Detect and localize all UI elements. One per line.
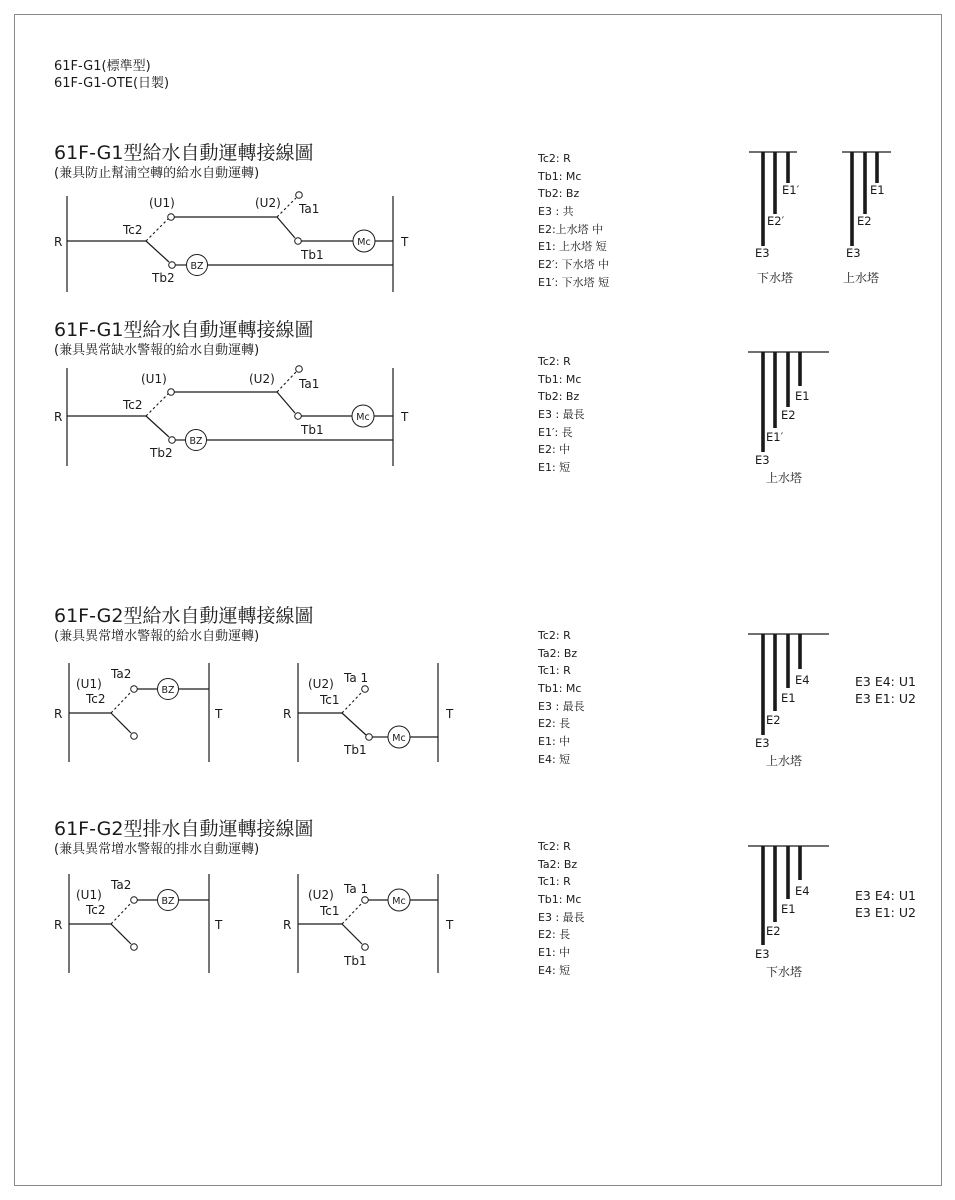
section-1-subtitle: (兼具防止幫浦空轉的給水自動運轉) bbox=[54, 166, 260, 181]
legend-item: Tc2: R bbox=[538, 355, 571, 368]
electrode-label: E2 bbox=[766, 713, 781, 727]
legend-item: Tc2: R bbox=[538, 152, 571, 165]
electrode-label: E1 bbox=[795, 389, 810, 403]
label-tb1: Tb1 bbox=[301, 423, 324, 437]
legend-item: Tb2: Bz bbox=[538, 187, 580, 201]
legend-item: E1: 中 bbox=[538, 946, 571, 960]
label-u2: (U2) bbox=[249, 372, 275, 386]
label-bz: BZ bbox=[161, 685, 175, 696]
electrode-label: E4 bbox=[795, 884, 810, 898]
label-ta1: Ta1 bbox=[299, 202, 320, 216]
label-r: R bbox=[283, 707, 292, 721]
label-r: R bbox=[54, 707, 63, 721]
section-3-title: 61F-G2型給水自動運轉接線圖 bbox=[54, 605, 314, 627]
label-t: T bbox=[446, 918, 454, 932]
model-japan: 61F-G1-OTE(日製) bbox=[54, 76, 170, 91]
section-2-subtitle: (兼具異常缺水警報的給水自動運轉) bbox=[54, 343, 260, 358]
label-u1: (U1) bbox=[76, 888, 102, 902]
electrode-label: E2 bbox=[766, 924, 781, 938]
label-bz: BZ bbox=[161, 896, 175, 907]
section-1-tank-lower bbox=[749, 152, 800, 285]
mapping-item: E3 E1: U2 bbox=[855, 691, 916, 706]
legend-item: E1: 中 bbox=[538, 735, 571, 749]
legend-item: Ta2: Bz bbox=[538, 857, 578, 871]
legend-item: E2: 中 bbox=[538, 443, 571, 457]
section-3-tank-upper bbox=[748, 634, 829, 768]
electrode-label: E1′ bbox=[766, 430, 784, 444]
legend-item: E1: 上水塔 短 bbox=[538, 240, 607, 254]
label-t: T bbox=[401, 410, 409, 424]
label-tb2: Tb2 bbox=[152, 271, 175, 285]
label-t: T bbox=[215, 707, 223, 721]
tank-name: 上水塔 bbox=[843, 271, 880, 285]
legend-item: E2: 長 bbox=[538, 717, 571, 731]
section-2-tank-upper bbox=[748, 352, 829, 485]
electrode-label: E2′ bbox=[767, 214, 785, 228]
label-r: R bbox=[54, 410, 63, 424]
legend-item: Tc1: R bbox=[538, 875, 571, 889]
electrode-label: E1′ bbox=[782, 183, 800, 197]
mapping-item: E3 E1: U2 bbox=[855, 905, 916, 920]
electrode-label: E1 bbox=[781, 902, 796, 916]
label-r: R bbox=[54, 918, 63, 932]
tank-name: 下水塔 bbox=[757, 271, 794, 285]
label-tc1: Tc1 bbox=[320, 904, 340, 918]
label-ta2: Ta2 bbox=[111, 667, 132, 681]
tank-name: 上水塔 bbox=[766, 471, 803, 485]
label-tb1: Tb1 bbox=[344, 954, 367, 968]
legend-item: Tc1: R bbox=[538, 664, 571, 678]
section-3-circuit-alarm bbox=[54, 663, 223, 762]
electrode-label: E3 bbox=[755, 736, 770, 750]
label-u2: (U2) bbox=[308, 677, 334, 691]
label-tc2: Tc2 bbox=[123, 398, 143, 412]
label-u1: (U1) bbox=[141, 372, 167, 386]
electrode-label: E1 bbox=[870, 183, 885, 197]
section-2-title: 61F-G1型給水自動運轉接線圖 bbox=[54, 319, 314, 341]
section-3-circuit-pump bbox=[283, 663, 454, 762]
label-tc1: Tc1 bbox=[320, 693, 340, 707]
electrode-label: E1 bbox=[781, 691, 796, 705]
label-u1: (U1) bbox=[76, 677, 102, 691]
legend-item: E3 : 最長 bbox=[538, 910, 585, 924]
section-4-tank-lower bbox=[748, 846, 829, 979]
label-tc2: Tc2 bbox=[123, 223, 143, 237]
model-standard: 61F-G1(標準型) bbox=[54, 59, 151, 74]
section-1-tank-upper bbox=[842, 152, 891, 285]
legend-item: E3 : 共 bbox=[538, 205, 574, 219]
legend-item: E3 : 最長 bbox=[538, 699, 585, 713]
label-tc2: Tc2 bbox=[86, 903, 106, 917]
section-4-circuit-pump bbox=[283, 874, 454, 973]
mapping-item: E3 E4: U1 bbox=[855, 674, 916, 689]
label-t: T bbox=[446, 707, 454, 721]
label-mc: Mc bbox=[392, 896, 406, 907]
label-t: T bbox=[401, 235, 409, 249]
label-tb2: Tb2 bbox=[150, 446, 173, 460]
legend-item: E2:上水塔 中 bbox=[538, 222, 604, 236]
electrode-label: E2 bbox=[857, 214, 872, 228]
legend-item: E2′: 下水塔 中 bbox=[538, 258, 610, 272]
label-t: T bbox=[215, 918, 223, 932]
electrode-label: E3 bbox=[755, 246, 770, 260]
section-1-circuit bbox=[54, 192, 409, 292]
label-ta2: Ta2 bbox=[111, 878, 132, 892]
section-4-circuit-alarm bbox=[54, 874, 223, 973]
tank-name: 下水塔 bbox=[766, 965, 803, 979]
section-1-title: 61F-G1型給水自動運轉接線圖 bbox=[54, 142, 314, 164]
label-tb1: Tb1 bbox=[301, 248, 324, 262]
label-bz: BZ bbox=[189, 436, 203, 447]
electrode-label: E4 bbox=[795, 673, 810, 687]
label-mc: Mc bbox=[356, 412, 370, 423]
legend-item: Ta2: Bz bbox=[538, 646, 578, 660]
legend-item: Tc2: R bbox=[538, 840, 571, 853]
label-ta1: Ta1 bbox=[299, 377, 320, 391]
electrode-label: E2 bbox=[781, 408, 796, 422]
label-mc: Mc bbox=[392, 733, 406, 744]
electrode-label: E3 bbox=[755, 453, 770, 467]
label-r: R bbox=[54, 235, 63, 249]
section-2-circuit bbox=[54, 366, 409, 466]
legend-item: Tb2: Bz bbox=[538, 390, 580, 404]
section-4-title: 61F-G2型排水自動運轉接線圖 bbox=[54, 818, 314, 840]
electrode-label: E3 bbox=[755, 947, 770, 961]
electrode-label: E3 bbox=[846, 246, 861, 260]
label-ta1: Ta 1 bbox=[344, 671, 369, 685]
legend-item: E1: 短 bbox=[538, 461, 571, 475]
legend-item: Tc2: R bbox=[538, 629, 571, 642]
legend-item: E4: 短 bbox=[538, 963, 571, 977]
legend-item: Tb1: Mc bbox=[538, 682, 582, 696]
label-u2: (U2) bbox=[255, 196, 281, 210]
legend-item: E4: 短 bbox=[538, 752, 571, 766]
label-bz: BZ bbox=[190, 261, 204, 272]
tank-name: 上水塔 bbox=[766, 754, 803, 768]
label-tc2: Tc2 bbox=[86, 692, 106, 706]
label-r: R bbox=[283, 918, 292, 932]
legend-item: E1′: 長 bbox=[538, 425, 573, 439]
section-4-subtitle: (兼具異常增水警報的排水自動運轉) bbox=[54, 842, 260, 857]
legend-item: E3 : 最長 bbox=[538, 408, 585, 422]
mapping-item: E3 E4: U1 bbox=[855, 888, 916, 903]
legend-item: E2: 長 bbox=[538, 928, 571, 942]
legend-item: Tb1: Mc bbox=[538, 893, 582, 907]
label-ta1: Ta 1 bbox=[344, 882, 369, 896]
label-tb1: Tb1 bbox=[344, 743, 367, 757]
label-u2: (U2) bbox=[308, 888, 334, 902]
label-u1: (U1) bbox=[149, 196, 175, 210]
legend-item: Tb1: Mc bbox=[538, 372, 582, 386]
legend-item: E1′: 下水塔 短 bbox=[538, 275, 610, 289]
section-3-subtitle: (兼具異常增水警報的給水自動運轉) bbox=[54, 629, 260, 644]
legend-item: Tb1: Mc bbox=[538, 169, 582, 183]
label-mc: Mc bbox=[357, 237, 371, 248]
